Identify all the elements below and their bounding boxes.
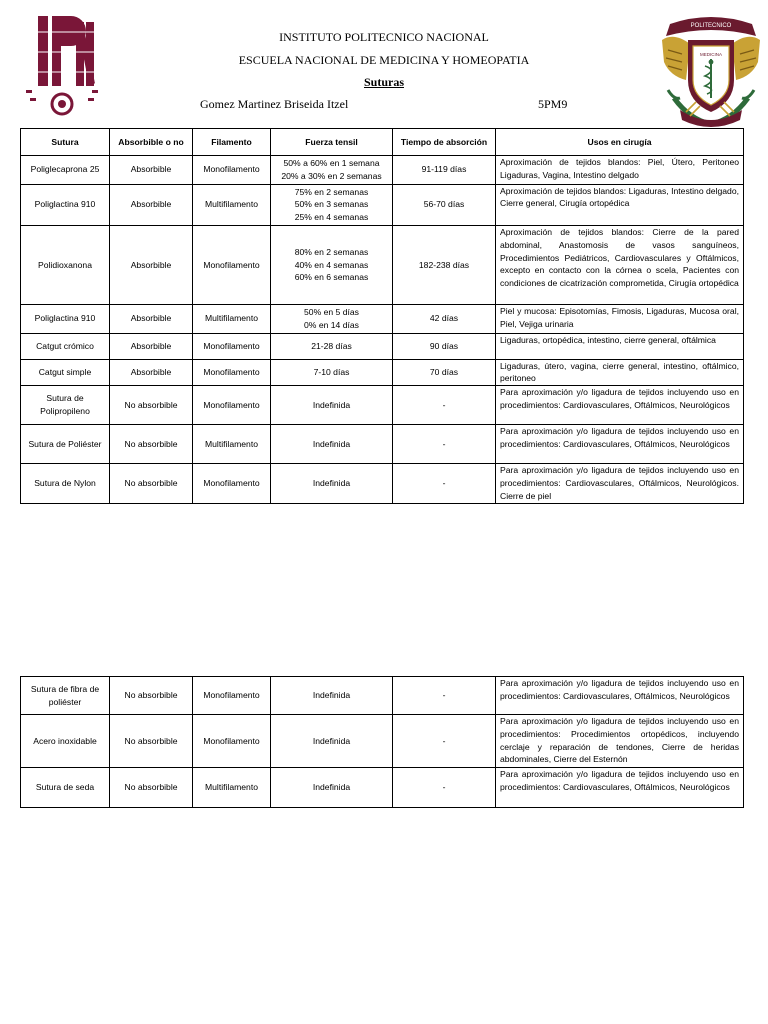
group-code: 5PM9 bbox=[538, 97, 568, 111]
absorbable-cell: No absorbible bbox=[110, 715, 193, 768]
surgical-uses-cell: Para aproximación y/o ligadura de tejidos incluyendo uso en procedimientos: Cardiovasculares, Oftálmicos, Neurológicos bbox=[496, 677, 744, 715]
absorption-time-cell: - bbox=[393, 425, 496, 464]
table-body bbox=[21, 677, 744, 808]
document-title: Suturas bbox=[363, 75, 404, 89]
absorption-time-cell: - bbox=[393, 715, 496, 768]
absorbable-cell: Absorbible bbox=[110, 359, 193, 386]
absorbable-cell: Absorbible bbox=[110, 225, 193, 304]
surgical-uses-cell: Para aproximación y/o ligadura de tejidos incluyendo uso en procedimientos: Procedimientos ortopédicos, incluyendo cerclaje y reparación de tendones, Cierre de heridas abdominales, Cierre del Esternón bbox=[496, 715, 744, 768]
absorbable-cell: Absorbible bbox=[110, 184, 193, 225]
table-row bbox=[21, 715, 744, 768]
absorption-time-cell: - bbox=[393, 386, 496, 425]
tensile-strength-cell: Indefinida bbox=[271, 677, 393, 715]
column-header: Tiempo de absorción bbox=[393, 129, 496, 156]
table-row bbox=[21, 386, 744, 425]
column-header: Absorbible o no bbox=[110, 129, 193, 156]
surgical-uses-cell: Piel y mucosa: Episotomías, Fimosis, Ligaduras, Mucosa oral, Piel, Vejiga urinaria bbox=[496, 304, 744, 333]
table-row bbox=[21, 768, 744, 808]
filament-cell: Monofilamento bbox=[193, 715, 271, 768]
filament-cell: Monofilamento bbox=[193, 464, 271, 504]
suture-name-cell: Sutura de fibra de poliéster bbox=[21, 677, 110, 715]
absorption-time-cell: 56-70 días bbox=[393, 184, 496, 225]
absorbable-cell: Absorbible bbox=[110, 304, 193, 333]
surgical-uses-cell: Para aproximación y/o ligadura de tejidos incluyendo uso en procedimientos: Cardiovasculares, Oftálmicos, Neurológicos bbox=[496, 768, 744, 808]
table-row bbox=[21, 184, 744, 225]
filament-cell: Multifilamento bbox=[193, 304, 271, 333]
suture-name-cell: Sutura de Poliéster bbox=[21, 425, 110, 464]
table-row bbox=[21, 225, 744, 304]
surgical-uses-cell: Para aproximación y/o ligadura de tejidos incluyendo uso en procedimientos: Cardiovasculares, Oftálmicos, Neurológicos. Cierre de piel bbox=[496, 464, 744, 504]
surgical-uses-cell: Aproximación de tejidos blandos: Ligaduras, Intestino delgado, Cierre general, Cirugía ortopédica bbox=[496, 184, 744, 225]
sutures-table-continued bbox=[20, 676, 744, 808]
absorbable-cell: Absorbible bbox=[110, 333, 193, 359]
table-header-row bbox=[21, 129, 744, 156]
absorption-time-cell: 42 días bbox=[393, 304, 496, 333]
filament-cell: Monofilamento bbox=[193, 677, 271, 715]
table-row bbox=[21, 333, 744, 359]
absorbable-cell: No absorbible bbox=[110, 386, 193, 425]
absorption-time-cell: 91-119 días bbox=[393, 156, 496, 185]
tensile-strength-cell: 50% a 60% en 1 semana 20% a 30% en 2 semanas bbox=[271, 156, 393, 185]
enmyh-crest-logo bbox=[660, 10, 762, 128]
table-row bbox=[21, 464, 744, 504]
filament-cell: Monofilamento bbox=[193, 386, 271, 425]
school-name: ESCUELA NACIONAL DE MEDICINA Y HOMEOPATIA bbox=[238, 53, 530, 67]
filament-cell: Monofilamento bbox=[193, 333, 271, 359]
absorption-time-cell: - bbox=[393, 677, 496, 715]
filament-cell: Multifilamento bbox=[193, 425, 271, 464]
filament-cell: Monofilamento bbox=[193, 156, 271, 185]
surgical-uses-cell: Para aproximación y/o ligadura de tejidos incluyendo uso en procedimientos: Cardiovasculares, Oftálmicos, Neurológicos bbox=[496, 386, 744, 425]
tensile-strength-cell: 75% en 2 semanas 50% en 3 semanas 25% en 4 semanas bbox=[271, 184, 393, 225]
filament-cell: Monofilamento bbox=[193, 359, 271, 386]
suture-name-cell: Poliglactina 910 bbox=[21, 184, 110, 225]
suture-name-cell: Poliglecaprona 25 bbox=[21, 156, 110, 185]
absorption-time-cell: - bbox=[393, 768, 496, 808]
table-row bbox=[21, 677, 744, 715]
suture-name-cell: Sutura de Polipropileno bbox=[21, 386, 110, 425]
tensile-strength-cell: 80% en 2 semanas 40% en 4 semanas 60% en 6 semanas bbox=[271, 225, 393, 304]
filament-cell: Multifilamento bbox=[193, 768, 271, 808]
surgical-uses-cell: Para aproximación y/o ligadura de tejidos incluyendo uso en procedimientos: Cardiovasculares, Oftálmicos, Neurológicos bbox=[496, 425, 744, 464]
absorbable-cell: No absorbible bbox=[110, 425, 193, 464]
absorption-time-cell: 182-238 días bbox=[393, 225, 496, 304]
table-row bbox=[21, 359, 744, 386]
column-header: Filamento bbox=[193, 129, 271, 156]
surgical-uses-cell: Ligaduras, útero, vagina, cierre general, intestino, oftálmico, peritoneo bbox=[496, 359, 744, 386]
absorbable-cell: Absorbible bbox=[110, 156, 193, 185]
svg-text:POLITECNICO: POLITECNICO bbox=[690, 23, 732, 29]
table-row bbox=[21, 425, 744, 464]
filament-cell: Monofilamento bbox=[193, 225, 271, 304]
absorption-time-cell: 70 días bbox=[393, 359, 496, 386]
tensile-strength-cell: Indefinida bbox=[271, 425, 393, 464]
suture-name-cell: Sutura de seda bbox=[21, 768, 110, 808]
absorption-time-cell: - bbox=[393, 464, 496, 504]
surgical-uses-cell: Aproximación de tejidos blandos: Cierre de la pared abdominal, Anastomosis de vasos sanguíneos, Procedimientos Pediátricos, Cardiovasculares y Oftálmicos, excepto en contacto con la córnea o scela, Pacientes con condiciones de cicatrización comprometida, Cirugía ortopédica bbox=[496, 225, 744, 304]
absorption-time-cell: 90 días bbox=[393, 333, 496, 359]
author-name: Gomez Martinez Briseida Itzel bbox=[200, 97, 349, 111]
absorbable-cell: No absorbible bbox=[110, 677, 193, 715]
column-header: Fuerza tensil bbox=[271, 129, 393, 156]
tensile-strength-cell: 7-10 días bbox=[271, 359, 393, 386]
suture-name-cell: Polidioxanona bbox=[21, 225, 110, 304]
surgical-uses-cell: Aproximación de tejidos blandos: Piel, Útero, Peritoneo Ligaduras, Vagina, Intestino delgado bbox=[496, 156, 744, 185]
table-row bbox=[21, 156, 744, 185]
absorbable-cell: No absorbible bbox=[110, 464, 193, 504]
tensile-strength-cell: 21-28 días bbox=[271, 333, 393, 359]
tensile-strength-cell: Indefinida bbox=[271, 464, 393, 504]
suture-name-cell: Poliglactina 910 bbox=[21, 304, 110, 333]
suture-name-cell: Sutura de Nylon bbox=[21, 464, 110, 504]
suture-name-cell: Acero inoxidable bbox=[21, 715, 110, 768]
svg-text:MEDICINA: MEDICINA bbox=[699, 52, 723, 57]
column-header: Sutura bbox=[21, 129, 110, 156]
tensile-strength-cell: 50% en 5 días 0% en 14 días bbox=[271, 304, 393, 333]
tensile-strength-cell: Indefinida bbox=[271, 768, 393, 808]
tensile-strength-cell: Indefinida bbox=[271, 386, 393, 425]
tensile-strength-cell: Indefinida bbox=[271, 715, 393, 768]
institute-name: INSTITUTO POLITECNICO NACIONAL bbox=[279, 30, 489, 44]
absorbable-cell: No absorbible bbox=[110, 768, 193, 808]
table-body bbox=[21, 156, 744, 504]
filament-cell: Multifilamento bbox=[193, 184, 271, 225]
column-header: Usos en cirugía bbox=[496, 129, 744, 156]
suture-name-cell: Catgut crómico bbox=[21, 333, 110, 359]
table-row bbox=[21, 304, 744, 333]
sutures-table bbox=[20, 128, 744, 504]
surgical-uses-cell: Ligaduras, ortopédica, intestino, cierre general, oftálmica bbox=[496, 333, 744, 359]
suture-name-cell: Catgut simple bbox=[21, 359, 110, 386]
